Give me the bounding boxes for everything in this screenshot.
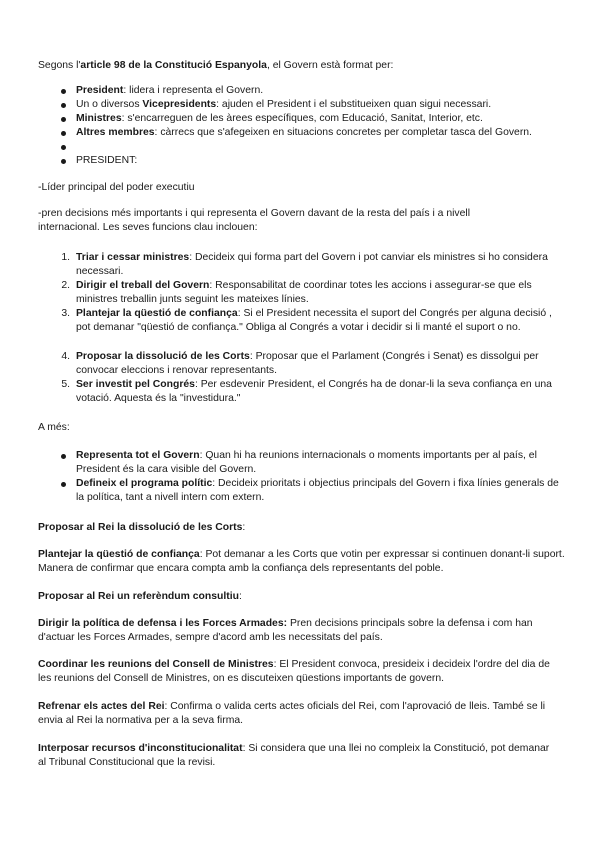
section-paragraph xyxy=(38,548,568,576)
bullet-icon xyxy=(61,482,66,487)
section-paragraph xyxy=(38,617,568,645)
item-bold: Ministres xyxy=(76,113,122,124)
item-bold: President xyxy=(76,85,124,96)
item-text: Un o diversos xyxy=(76,99,143,110)
bullet-icon xyxy=(61,159,66,164)
item-text: : Decideix qui forma part del Govern i pot canviar els ministres si ho considera necessari. xyxy=(76,252,548,277)
list-item xyxy=(76,449,566,477)
section-text: : Pot demanar a les Corts que votin per expressar si continuen donant-li suport. Manera de confirmar que encara compta amb la confiança dels representants del poble. xyxy=(38,549,565,574)
item-bold: Representa tot el Govern xyxy=(76,450,200,461)
item-text: : s'encarreguen de les àrees específiques, com Educació, Sanitat, Interior, etc. xyxy=(121,113,483,124)
list-item xyxy=(76,140,566,154)
section-paragraph xyxy=(38,590,568,604)
item-bold: Altres membres xyxy=(76,127,155,138)
item-number: 2. xyxy=(61,280,70,291)
item-number: 4. xyxy=(61,351,70,362)
section-text: : xyxy=(242,522,246,533)
numbered-item xyxy=(61,307,566,335)
section-text: : Si considera que una llei no compleix la Constitució, pot demanar al Tribunal Constitucional que la revisi. xyxy=(38,743,550,768)
numbered-item xyxy=(61,279,566,307)
item-text: : Proposar que el Parlament (Congrés i Senat) es dissolgui per convocar eleccions i renovar representants. xyxy=(76,351,539,376)
item-bold: Plantejar la qüestió de confiança xyxy=(76,308,238,319)
list-item xyxy=(76,154,566,168)
item-bold: Defineix el programa polític xyxy=(76,478,213,489)
item-text: : Responsabilitat de coordinar totes les accions i assegurar-se que els ministres treballin junts seguint les mateixes línies. xyxy=(76,280,532,305)
numbered-item xyxy=(61,251,566,279)
section-text: : El President convoca, presideix i decideix l'ordre del dia de les reunions del Consell de Ministres, on es discuteixen qüestions importants de govern. xyxy=(38,659,550,684)
list-item xyxy=(76,112,566,126)
item-bold: Triar i cessar ministres xyxy=(76,252,190,263)
list-item xyxy=(76,126,566,140)
section-text: Pren decisions principals sobre la defensa i com han d'actuar les Forces Armades, sempre d'acord amb les necessitats del país. xyxy=(38,618,533,643)
item-bold: Vicepresidents xyxy=(142,99,217,110)
list-item xyxy=(76,84,566,98)
item-number: 5. xyxy=(61,379,70,390)
section-paragraph xyxy=(38,658,558,686)
item-text: : ajuden el President i el substitueixen quan sigui necessari. xyxy=(216,99,492,110)
intro-text: Segons l' xyxy=(38,60,81,71)
section-paragraph xyxy=(38,700,568,728)
section-paragraph xyxy=(38,521,568,535)
section-heading: Interposar recursos d'inconstitucionalitat xyxy=(38,743,243,754)
numbered-item xyxy=(61,378,566,406)
item-text: : Decideix prioritats i objectius principals del Govern i fixa línies generals de la política, tant a nivell intern com extern. xyxy=(76,478,559,503)
item-text: : Si el President necessita el suport del Congrés per alguna decisió , pot demanar "qüestió de confiança." Obliga al Congrés a votar i decidir si li manté el suport o no. xyxy=(76,308,552,333)
bullet-icon xyxy=(61,454,66,459)
intro-text: , el Govern està format per: xyxy=(266,60,394,71)
section-heading: Proposar al Rei la dissolució de les Corts xyxy=(38,522,243,533)
section-heading: Plantejar la qüestió de confiança xyxy=(38,549,200,560)
item-text: : Per esdevenir President, el Congrés ha de donar-li la seva confiança en una votació. Aquesta és la "investidura." xyxy=(76,379,552,404)
section-paragraph xyxy=(38,742,558,770)
paragraph: A més: xyxy=(38,422,70,433)
bullet-icon xyxy=(61,89,66,94)
item-text: : Quan hi ha reunions internacionals o moments importants per al país, el President és la cara visible del Govern. xyxy=(76,450,537,475)
numbered-item xyxy=(61,350,566,378)
section-heading: Proposar al Rei un referèndum consultiu xyxy=(38,591,239,602)
list-item xyxy=(76,477,566,505)
item-text: PRESIDENT: xyxy=(76,155,138,166)
item-number: 1. xyxy=(61,252,70,263)
bullet-icon xyxy=(61,103,66,108)
paragraph: -pren decisions més importants i qui representa el Govern davant de la resta del país i a nivell internacional. Les seves funcions clau inclouen: xyxy=(38,208,471,233)
section-heading: Dirigir la política de defensa i les Forces Armades: xyxy=(38,618,288,629)
bullet-icon xyxy=(61,131,66,136)
item-text: : càrrecs que s'afegeixen en situacions concretes per completar tasca del Govern. xyxy=(154,127,532,138)
intro-paragraph xyxy=(38,59,568,73)
item-number: 3. xyxy=(61,308,70,319)
bullet-icon xyxy=(61,145,66,150)
item-text: : lidera i representa el Govern. xyxy=(123,85,264,96)
section-heading: Coordinar les reunions del Consell de Ministres xyxy=(38,659,274,670)
paragraph: -Líder principal del poder executiu xyxy=(38,182,195,193)
section-heading: Refrenar els actes del Rei xyxy=(38,701,165,712)
intro-bold: article 98 de la Constitució Espanyola xyxy=(80,60,267,71)
item-bold: Proposar la dissolució de les Corts xyxy=(76,351,250,362)
list-item xyxy=(76,98,566,112)
bullet-icon xyxy=(61,117,66,122)
item-bold: Dirigir el treball del Govern xyxy=(76,280,210,291)
section-text: : Confirma o valida certs actes oficials del Rei, com l'aprovació de lleis. També se li envia al Rei la normativa per a la seva firma. xyxy=(38,701,546,726)
section-text: : xyxy=(238,591,242,602)
item-bold: Ser investit pel Congrés xyxy=(76,379,195,390)
